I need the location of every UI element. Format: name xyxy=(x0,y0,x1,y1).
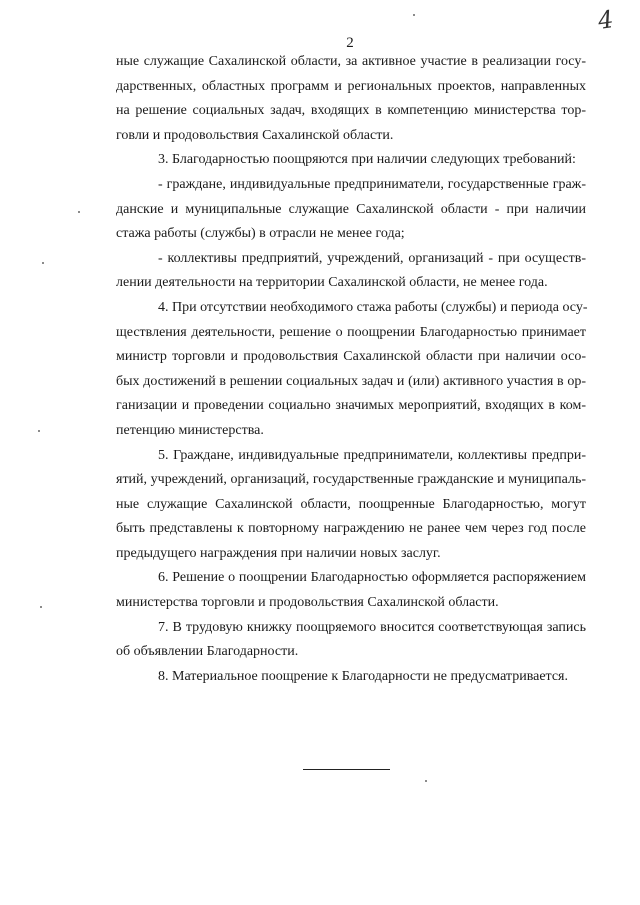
text-line: - граждане, индивидуальные предприниматели, государственные граж- xyxy=(158,176,586,192)
text-line: 7. В трудовую книжку поощряемого вносится соответствующая запись xyxy=(158,619,586,635)
page-number: 2 xyxy=(346,35,354,51)
text-line: стажа работы (службы) в отрасли не менее года; xyxy=(116,226,405,242)
handwritten-page-number: 4 xyxy=(596,5,616,35)
separator-line xyxy=(303,769,390,770)
text-line: 6. Решение о поощрении Благодарностью оформляется распоряжением xyxy=(158,570,586,586)
text-line: министерства торговли и продовольствия Сахалинской области. xyxy=(116,595,499,611)
scan-speck xyxy=(40,606,42,608)
text-line: об объявлении Благодарности. xyxy=(116,644,299,660)
text-line: петенцию министерства. xyxy=(116,422,264,438)
text-line: 3. Благодарностью поощряются при наличии следующих требований: xyxy=(158,152,576,168)
text-line: говли и продовольствия Сахалинской области. xyxy=(116,127,394,143)
text-line: предыдущего награждения при наличии новых заслуг. xyxy=(116,545,441,561)
text-line: ганизации и проведении социально значимых мероприятий, входящих в ком- xyxy=(116,398,586,414)
scan-speck xyxy=(413,14,415,16)
text-line: данские и муниципальные служащие Сахалинской области - при наличии xyxy=(116,201,586,217)
text-line: ществления деятельности, решение о поощрении Благодарностью принимает xyxy=(116,324,586,340)
scan-speck xyxy=(78,211,80,213)
text-line: 8. Материальное поощрение к Благодарности не предусматривается. xyxy=(158,668,568,684)
text-line: - коллективы предприятий, учреждений, организаций - при осуществ- xyxy=(158,250,586,266)
text-line: быть представлены к повторному награждению не ранее чем через год после xyxy=(116,521,586,537)
text-line: бых достижений в решении социальных задач и (или) активного участия в ор- xyxy=(116,373,586,389)
text-line: ятий, учреждений, организаций, государственные гражданские и муниципаль- xyxy=(116,472,586,488)
scan-speck xyxy=(425,780,427,782)
text-line: 4. При отсутствии необходимого стажа работы (службы) и периода осу- xyxy=(158,299,588,315)
text-line: министр торговли и продовольствия Сахалинской области при наличии осо- xyxy=(116,349,586,365)
scan-speck xyxy=(42,262,44,264)
text-line: 5. Граждане, индивидуальные предприниматели, коллективы предпри- xyxy=(158,447,586,463)
text-line: лении деятельности на территории Сахалинской области, не менее года. xyxy=(116,275,548,291)
scan-speck xyxy=(38,430,40,432)
document-body xyxy=(116,50,586,689)
text-line: ные служащие Сахалинской области, поощренные Благодарностью, могут xyxy=(116,496,586,512)
text-line: на решение социальных задач, входящих в компетенцию министерства тор- xyxy=(116,103,586,119)
text-line: дарственных, областных программ и региональных проектов, направленных xyxy=(116,78,586,94)
text-line: ные служащие Сахалинской области, за активное участие в реализации госу- xyxy=(116,54,586,69)
